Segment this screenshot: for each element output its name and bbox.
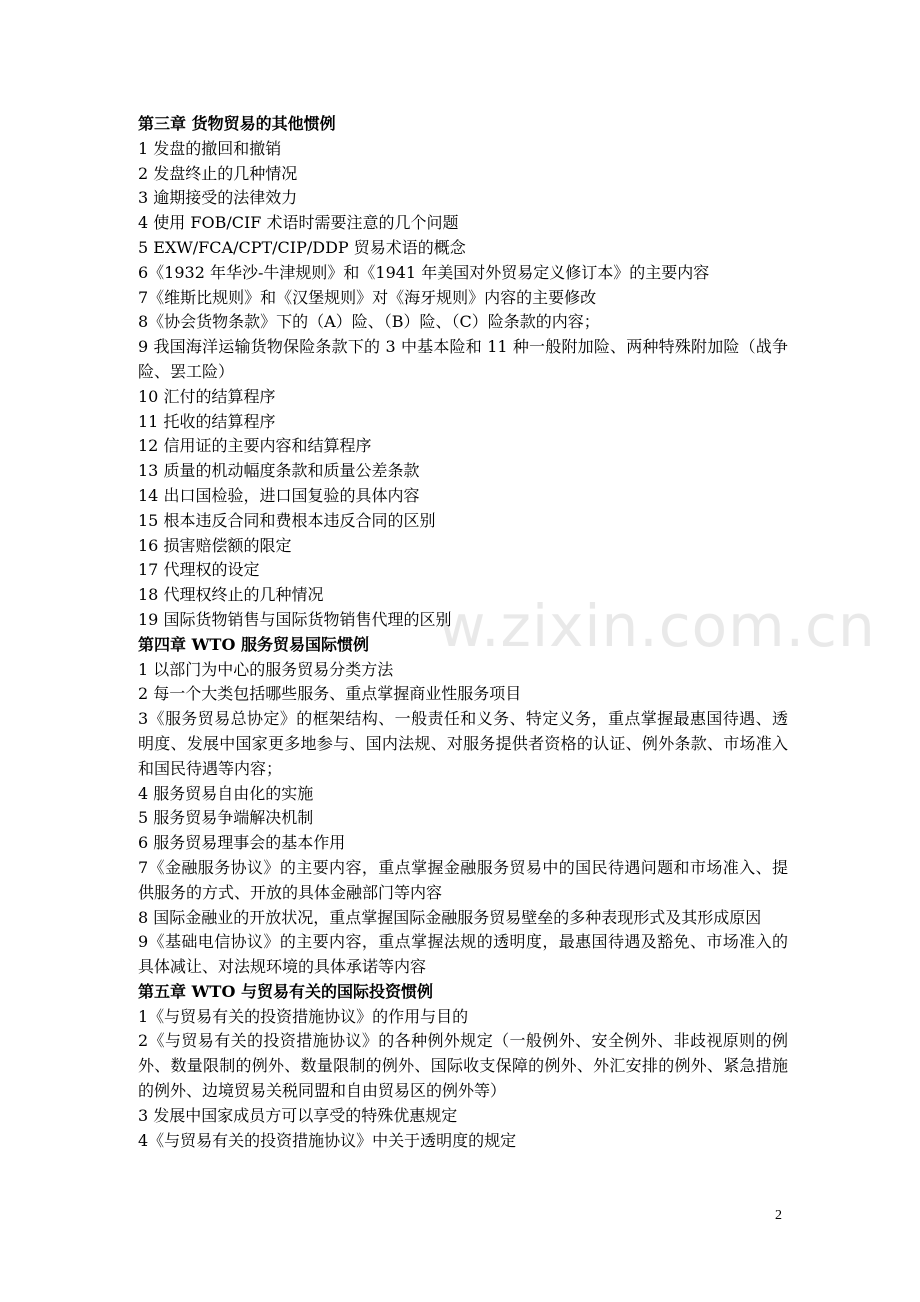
list-item: 7《金融服务协议》的主要内容，重点掌握金融服务贸易中的国民待遇问题和市场准入、提供服务的方式、开放的具体金融部门等内容 [138, 857, 788, 902]
list-item: 3《服务贸易总协定》的框架结构、一般责任和义务、特定义务，重点掌握最惠国待遇、透明度、发展中国家更多地参与、国内法规、对服务提供者资格的认证、例外条款、市场准入和国民待遇等内容； [138, 709, 788, 778]
list-item: 5 EXW/FCA/CPT/CIP/DDP 贸易术语的概念 [138, 237, 466, 257]
list-item: 3 逾期接受的法律效力 [138, 188, 298, 208]
list-item: 4 使用 FOB/CIF 术语时需要注意的几个问题 [138, 213, 459, 233]
list-item: 2《与贸易有关的投资措施协议》的各种例外规定（一般例外、安全例外、非歧视原则的例外、数量限制的例外、数量限制的例外、国际收支保障的例外、外汇安排的例外、紧急措施的例外、边境贸易关税同盟和自由贸易区的例外等） [138, 1031, 788, 1101]
list-item: 1《与贸易有关的投资措施协议》的作用与目的 [138, 1006, 469, 1026]
list-item: 14 出口国检验，进口国复验的具体内容 [138, 485, 420, 505]
list-item: 1 发盘的撤回和撤销 [138, 138, 282, 158]
chapter-3-heading: 第三章 货物贸易的其他惯例 [138, 114, 336, 133]
page-number: 2 [775, 1208, 782, 1223]
list-item: 4《与贸易有关的投资措施协议》中关于透明度的规定 [138, 1130, 517, 1150]
list-item: 3 发展中国家成员方可以享受的特殊优惠规定 [138, 1105, 458, 1125]
chapter-4-heading: 第四章 WTO 服务贸易国际惯例 [138, 634, 369, 654]
list-item: 8《协会货物条款》下的（A）险、（B）险、（C）险条款的内容； [138, 312, 600, 332]
list-item: 13 质量的机动幅度条款和质量公差条款 [138, 461, 420, 481]
list-item: 18 代理权终止的几种情况 [138, 585, 324, 605]
list-item: 16 损害赔偿额的限定 [138, 535, 292, 555]
list-item: 17 代理权的设定 [138, 560, 260, 580]
list-item: 2 每一个大类包括哪些服务、重点掌握商业性服务项目 [138, 684, 522, 704]
list-item: 6《1932 年华沙-牛津规则》和《1941 年美国对外贸易定义修订本》的主要内容 [138, 262, 710, 282]
watermark: w.zixin.com.cn [438, 592, 876, 660]
list-item: 15 根本违反合同和费根本违反合同的区别 [138, 510, 436, 530]
list-item: 10 汇付的结算程序 [138, 386, 276, 406]
list-item: 12 信用证的主要内容和结算程序 [138, 436, 372, 456]
list-item: 6 服务贸易理事会的基本作用 [138, 833, 346, 853]
list-item: 9《基础电信协议》的主要内容，重点掌握法规的透明度，最惠国待遇及豁免、市场准入的具体减让、对法规环境的具体承诺等内容 [138, 932, 788, 977]
list-item: 5 服务贸易争端解决机制 [138, 808, 314, 828]
list-item: 19 国际货物销售与国际货物销售代理的区别 [138, 609, 452, 629]
list-item: 9 我国海洋运输货物保险条款下的 3 中基本险和 11 种一般附加险、两种特殊附加险（战争险、罢工险） [138, 337, 788, 381]
list-item: 8 国际金融业的开放状况，重点掌握国际金融服务贸易壁垒的多种表现形式及其形成原因 [138, 907, 762, 927]
list-item: 1 以部门为中心的服务贸易分类方法 [138, 659, 394, 679]
list-item: 7《维斯比规则》和《汉堡规则》对《海牙规则》内容的主要修改 [138, 287, 597, 307]
document-body [138, 112, 788, 1153]
chapter-5-heading: 第五章 WTO 与贸易有关的国际投资惯例 [138, 981, 433, 1001]
list-item: 4 服务贸易自由化的实施 [138, 783, 314, 803]
list-item: 2 发盘终止的几种情况 [138, 163, 298, 183]
list-item: 11 托收的结算程序 [138, 411, 276, 431]
